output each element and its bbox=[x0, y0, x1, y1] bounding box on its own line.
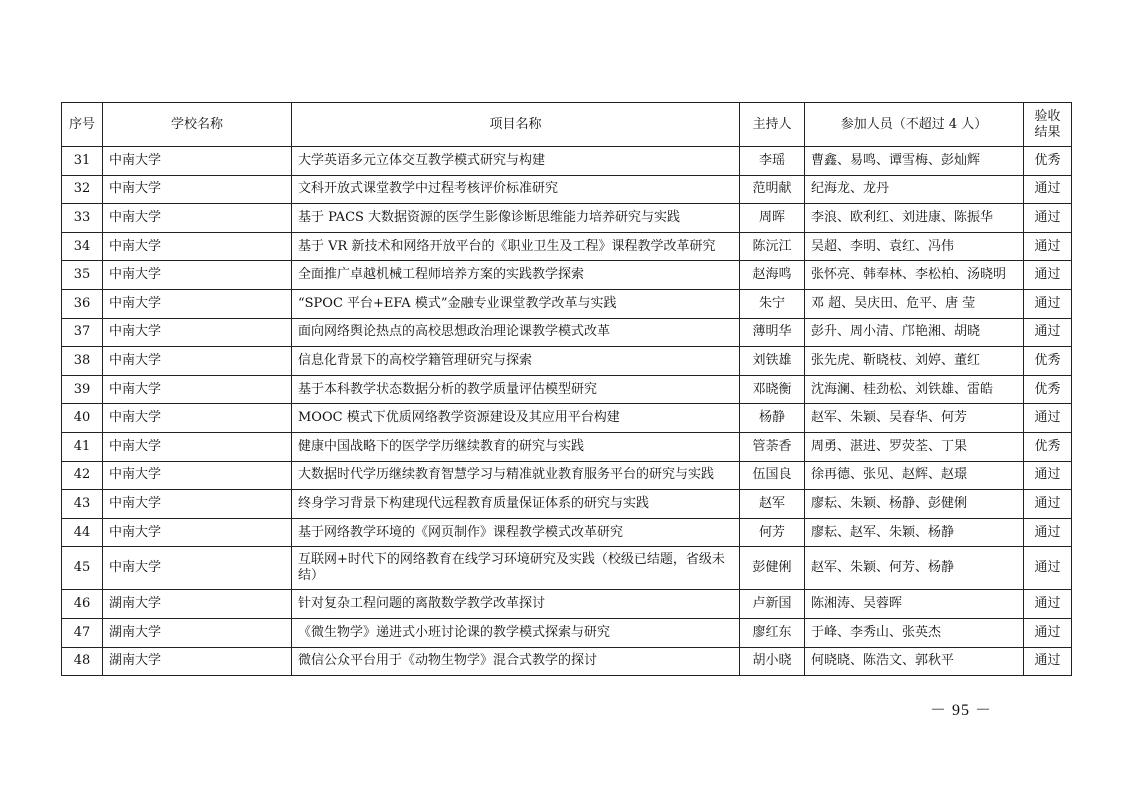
cell-members: 何晓晓、陈浩文、郭秋平 bbox=[805, 647, 1024, 676]
cell-result: 通过 bbox=[1024, 318, 1072, 347]
cell-members: 赵军、朱颖、吴春华、何芳 bbox=[805, 404, 1024, 433]
cell-result: 通过 bbox=[1024, 261, 1072, 290]
cell-members: 陈湘涛、吴蓉晖 bbox=[805, 590, 1024, 619]
cell-host: 朱宁 bbox=[740, 289, 805, 318]
table-row bbox=[62, 375, 1072, 404]
table-row bbox=[62, 461, 1072, 490]
cell-seq: 48 bbox=[62, 647, 103, 676]
cell-seq: 33 bbox=[62, 204, 103, 233]
table-row bbox=[62, 590, 1072, 619]
cell-seq: 44 bbox=[62, 518, 103, 547]
cell-seq: 35 bbox=[62, 261, 103, 290]
table-row bbox=[62, 490, 1072, 519]
cell-members: 曹鑫、易鸣、谭雪梅、彭灿辉 bbox=[805, 147, 1024, 176]
cell-seq: 42 bbox=[62, 461, 103, 490]
cell-result: 通过 bbox=[1024, 518, 1072, 547]
table-row bbox=[62, 404, 1072, 433]
header-host: 主持人 bbox=[740, 103, 805, 147]
cell-host: 何芳 bbox=[740, 518, 805, 547]
cell-members: 纪海龙、龙丹 bbox=[805, 175, 1024, 204]
table-row bbox=[62, 318, 1072, 347]
cell-project: 大学英语多元立体交互教学模式研究与构建 bbox=[292, 147, 740, 176]
cell-project: 《微生物学》递进式小班讨论课的教学模式探索与研究 bbox=[292, 618, 740, 647]
header-seq: 序号 bbox=[62, 103, 103, 147]
cell-members: 周勇、湛进、罗荧荃、丁果 bbox=[805, 432, 1024, 461]
cell-school: 中南大学 bbox=[103, 432, 292, 461]
cell-seq: 46 bbox=[62, 590, 103, 619]
table-row bbox=[62, 518, 1072, 547]
cell-school: 湖南大学 bbox=[103, 618, 292, 647]
table-row bbox=[62, 618, 1072, 647]
cell-school: 中南大学 bbox=[103, 547, 292, 590]
cell-result: 通过 bbox=[1024, 547, 1072, 590]
cell-school: 中南大学 bbox=[103, 404, 292, 433]
cell-host: 伍国良 bbox=[740, 461, 805, 490]
cell-project: MOOC 模式下优质网络教学资源建设及其应用平台构建 bbox=[292, 404, 740, 433]
table-row bbox=[62, 204, 1072, 233]
project-table bbox=[61, 102, 1072, 676]
cell-result: 优秀 bbox=[1024, 375, 1072, 404]
cell-result: 优秀 bbox=[1024, 347, 1072, 376]
cell-seq: 47 bbox=[62, 618, 103, 647]
cell-host: 邓晓衡 bbox=[740, 375, 805, 404]
cell-school: 中南大学 bbox=[103, 147, 292, 176]
cell-members: 张先虎、靳晓枝、刘婷、董红 bbox=[805, 347, 1024, 376]
header-result-line2: 结果 bbox=[1034, 124, 1061, 140]
cell-project: 健康中国战略下的医学学历继续教育的研究与实践 bbox=[292, 432, 740, 461]
cell-members: 于峰、李秀山、张英杰 bbox=[805, 618, 1024, 647]
cell-host: 陈沅江 bbox=[740, 232, 805, 261]
cell-seq: 34 bbox=[62, 232, 103, 261]
cell-seq: 32 bbox=[62, 175, 103, 204]
cell-project: 大数据时代学历继续教育智慧学习与精准就业教育服务平台的研究与实践 bbox=[292, 461, 740, 490]
cell-school: 中南大学 bbox=[103, 204, 292, 233]
cell-result: 通过 bbox=[1024, 404, 1072, 433]
cell-result: 通过 bbox=[1024, 590, 1072, 619]
cell-result: 通过 bbox=[1024, 461, 1072, 490]
cell-project: 文科开放式课堂教学中过程考核评价标准研究 bbox=[292, 175, 740, 204]
table-row bbox=[62, 547, 1072, 590]
cell-result: 通过 bbox=[1024, 232, 1072, 261]
table-row bbox=[62, 232, 1072, 261]
cell-host: 范明献 bbox=[740, 175, 805, 204]
page-number: － 95 － bbox=[930, 702, 993, 719]
cell-project: “SPOC 平台+EFA 模式”金融专业课堂教学改革与实践 bbox=[292, 289, 740, 318]
cell-members: 赵军、朱颖、何芳、杨静 bbox=[805, 547, 1024, 590]
cell-members: 吴超、李明、袁红、冯伟 bbox=[805, 232, 1024, 261]
table-row bbox=[62, 147, 1072, 176]
cell-members: 廖耘、朱颖、杨静、彭健俐 bbox=[805, 490, 1024, 519]
cell-school: 中南大学 bbox=[103, 289, 292, 318]
cell-host: 胡小晓 bbox=[740, 647, 805, 676]
cell-members: 张怀亮、韩奉林、李松柏、汤晓明 bbox=[805, 261, 1024, 290]
cell-school: 湖南大学 bbox=[103, 590, 292, 619]
cell-seq: 40 bbox=[62, 404, 103, 433]
cell-host: 彭健俐 bbox=[740, 547, 805, 590]
header-result-line1: 验收 bbox=[1034, 108, 1061, 124]
cell-seq: 41 bbox=[62, 432, 103, 461]
cell-members: 邓 超、吴庆田、危平、唐 莹 bbox=[805, 289, 1024, 318]
cell-project: 基于 PACS 大数据资源的医学生影像诊断思维能力培养研究与实践 bbox=[292, 204, 740, 233]
header-members: 参加人员（不超过 4 人） bbox=[805, 103, 1024, 147]
table-row bbox=[62, 261, 1072, 290]
cell-host: 赵海鸣 bbox=[740, 261, 805, 290]
cell-school: 中南大学 bbox=[103, 261, 292, 290]
cell-seq: 38 bbox=[62, 347, 103, 376]
cell-host: 李瑶 bbox=[740, 147, 805, 176]
cell-seq: 31 bbox=[62, 147, 103, 176]
cell-result: 通过 bbox=[1024, 175, 1072, 204]
cell-host: 赵军 bbox=[740, 490, 805, 519]
cell-host: 管荼香 bbox=[740, 432, 805, 461]
cell-school: 中南大学 bbox=[103, 518, 292, 547]
cell-school: 中南大学 bbox=[103, 175, 292, 204]
cell-result: 通过 bbox=[1024, 204, 1072, 233]
cell-project: 针对复杂工程问题的离散数学教学改革探讨 bbox=[292, 590, 740, 619]
cell-host: 刘铁雄 bbox=[740, 347, 805, 376]
cell-seq: 43 bbox=[62, 490, 103, 519]
table-row bbox=[62, 432, 1072, 461]
cell-school: 中南大学 bbox=[103, 375, 292, 404]
cell-project: 微信公众平台用于《动物生物学》混合式教学的探讨 bbox=[292, 647, 740, 676]
cell-project: 基于本科教学状态数据分析的教学质量评估模型研究 bbox=[292, 375, 740, 404]
cell-seq: 36 bbox=[62, 289, 103, 318]
cell-members: 彭升、周小清、邝艳湘、胡晓 bbox=[805, 318, 1024, 347]
cell-seq: 45 bbox=[62, 547, 103, 590]
cell-members: 李浪、欧利红、刘进康、陈振华 bbox=[805, 204, 1024, 233]
cell-result: 通过 bbox=[1024, 289, 1072, 318]
cell-members: 徐再德、张见、赵辉、赵璟 bbox=[805, 461, 1024, 490]
table-row bbox=[62, 347, 1072, 376]
cell-result: 通过 bbox=[1024, 618, 1072, 647]
cell-school: 湖南大学 bbox=[103, 647, 292, 676]
cell-seq: 39 bbox=[62, 375, 103, 404]
cell-project: 终身学习背景下构建现代远程教育质量保证体系的研究与实践 bbox=[292, 490, 740, 519]
cell-result: 优秀 bbox=[1024, 147, 1072, 176]
table-row bbox=[62, 647, 1072, 676]
table-row bbox=[62, 289, 1072, 318]
header-result bbox=[1024, 103, 1072, 147]
cell-school: 中南大学 bbox=[103, 318, 292, 347]
cell-project: 互联网+时代下的网络教育在线学习环境研究及实践（校级已结题，省级未结） bbox=[292, 547, 740, 590]
header-school: 学校名称 bbox=[103, 103, 292, 147]
cell-project: 面向网络舆论热点的高校思想政治理论课教学模式改革 bbox=[292, 318, 740, 347]
table-row bbox=[62, 175, 1072, 204]
cell-members: 廖耘、赵军、朱颖、杨静 bbox=[805, 518, 1024, 547]
cell-project: 基于网络教学环境的《网页制作》课程教学模式改革研究 bbox=[292, 518, 740, 547]
cell-school: 中南大学 bbox=[103, 490, 292, 519]
cell-host: 卢新国 bbox=[740, 590, 805, 619]
cell-host: 周晖 bbox=[740, 204, 805, 233]
cell-school: 中南大学 bbox=[103, 347, 292, 376]
cell-seq: 37 bbox=[62, 318, 103, 347]
cell-members: 沈海澜、桂劲松、刘铁雄、雷皓 bbox=[805, 375, 1024, 404]
cell-project: 基于 VR 新技术和网络开放平台的《职业卫生及工程》课程教学改革研究 bbox=[292, 232, 740, 261]
cell-project: 信息化背景下的高校学籍管理研究与探索 bbox=[292, 347, 740, 376]
cell-project: 全面推广卓越机械工程师培养方案的实践教学探索 bbox=[292, 261, 740, 290]
table-header-row bbox=[62, 103, 1072, 147]
cell-host: 杨静 bbox=[740, 404, 805, 433]
cell-school: 中南大学 bbox=[103, 461, 292, 490]
cell-school: 中南大学 bbox=[103, 232, 292, 261]
cell-host: 廖红东 bbox=[740, 618, 805, 647]
cell-result: 通过 bbox=[1024, 490, 1072, 519]
cell-host: 薄明华 bbox=[740, 318, 805, 347]
cell-result: 优秀 bbox=[1024, 432, 1072, 461]
header-project: 项目名称 bbox=[292, 103, 740, 147]
cell-result: 通过 bbox=[1024, 647, 1072, 676]
